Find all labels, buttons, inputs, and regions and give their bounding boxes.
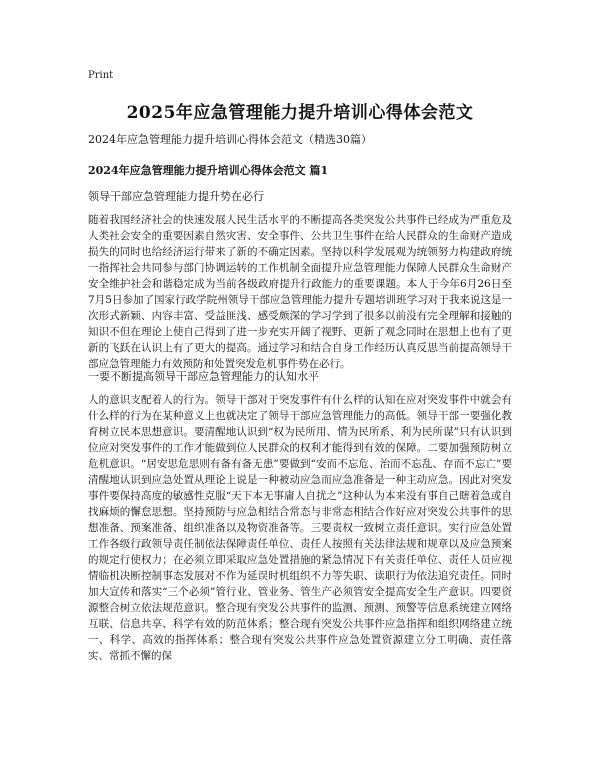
section-heading-1: 领导干部应急管理能力提升势在必行 [88, 190, 264, 203]
section-heading-2: 一要不断提高领导干部应急管理能力的认知水平 [88, 370, 319, 383]
page-title: 2025年应急管理能力提升培训心得体会范文 [126, 103, 474, 123]
paragraph-2: 人的意识支配着人的行为。领导干部对于突发事件有什么样的认知在应对突发事件中就会有什么样的行为在某种意义上也就决定了领导干部应急管理能力的高低。领导干部一要强化教育树立民本思想意识。要清醒地认识到“权为民所用、情为民所系、利为民所谋”只有认识到位应对突发事件的工作才能做到位人民群众的权利才能得到有效的保障。二要加强预防树立危机意识。“居安思危思则有备有备无患”要做到“安而不忘危、治而不忘乱、存而不忘亡”要清醒地认识到应急处置从理论上说是一种被动应急而应急准备是一种主动应急。因此对突发事件要保持高度的敏感性克服“天下本无事庸人自扰之”这种认为本来没有事自己瞎着急或自找麻烦的懈怠思想。坚持预防与应急相结合常态与非常态相结合作好应对突发公共事件的思想准备、预案准备、组织准备以及物资准备等。三要责权一致树立责任意识。实行应急处置工作各级行政领导责任制依法保障责任单位、责任人按照有关法律法规和规章以及应急预案的规定行使权力；在必须立即采取应急处置措施的紧急情况下有关责任单位、责任人员应视情临机决断控制事态发展对不作为延误时机组织不力等失职、读职行为依法追究责任。同时加大宣传和落实“三个必须”管行业、管业务、管生产必须管安全提高安全生产意识。四要资源整合树立依法规范意识。整合现有突发公共事件的监测、预测、预警等信息系统建立网络互联、信息共享、科学有效的防范体系；整合现有突发公共事件应急指挥和组织网络建立统一、科学、高效的指挥体系；整合现有突发公共事件应急处置资源建立分工明确、责任落实、常抓不懈的保 [88, 394, 512, 662]
paragraph-1: 随着我国经济社会的快速发展人民生活水平的不断提高各类突发公共事件已经成为严重危及人类社会安全的重要因素自然灾害、安全事件、公共卫生事件在给人民群众的生命财产造成损失的同时也给经济运行带来了新的不确定因素。坚持以科学发展观为统领努力构建政府统一指挥社会共同参与部门协调运转的工作机制全面提升应急管理能力保障人民群众生命财产安全维护社会和谐稳定成为当前各级政府提升行政能力的重要课题。本人于今年6月26日至7月5日参加了国家行政学院州领导干部应急管理能力提升专题培训班学习对于我来说这是一次形式新颖、内容丰富、受益匪浅、感受颇深的学习学到了很多以前没有完全理解和接触的知识不但在理论上使自己得到了进一步充实开阔了视野、更新了观念同时在思想上也有了更新的飞跃在认识上有了更大的提高。通过学习和结合自身工作经历认真反思当前提高领导干部应急管理能力有效预防和处置突发危机事件势在必行。 [88, 214, 512, 370]
print-label: Print [88, 70, 114, 81]
article-heading: 2024年应急管理能力提升培训心得体会范文 篇1 [88, 164, 329, 177]
document-subtitle: 2024年应急管理能力提升培训心得体会范文（精选30篇） [88, 133, 372, 146]
